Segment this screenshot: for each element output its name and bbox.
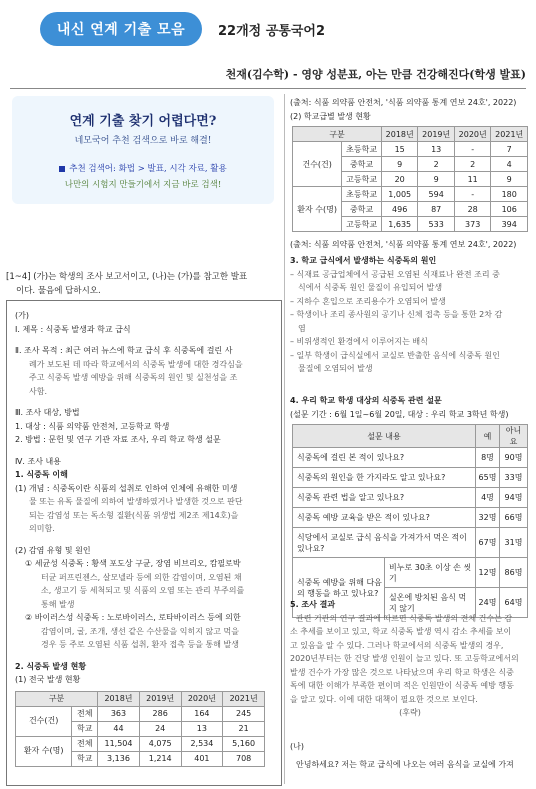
table-cell: 87 [418,202,455,217]
concept-line: 의미함. [29,524,55,533]
concept-line: (1) 개념 : 식중독이란 식품의 섭취로 인하여 인체에 유해한 미생 [15,483,238,493]
table-cell: 13 [181,721,223,736]
group-cell: 환자 수(명) [293,187,342,232]
table-cell: 7 [491,142,528,157]
question-line2: 이다. 물음에 답하시오. [16,286,101,296]
table-cell: 학교 [72,721,98,736]
table-cell: 401 [181,751,223,766]
cause-line: – 학생이나 조리 종사원의 공기나 신체 접촉 등을 통한 2차 감 [290,310,503,319]
bacteria-line: 소, 생고기 등 세척되고 및 식품의 오염 또는 관리 부주의를 [41,586,245,595]
table-header: 2021년 [491,127,528,142]
table-cell: 고등학교 [342,217,382,232]
table-cell: 363 [98,706,140,721]
table-cell: 164 [181,706,223,721]
table-cell: 708 [223,751,265,766]
column-divider [284,94,285,784]
section-heading: 4. 우리 학교 학생 대상의 식중독 관련 설문 [290,396,442,405]
table-cell: 2,534 [181,736,223,751]
table-cell: 중학교 [342,157,382,172]
table-cell: 64명 [500,588,528,618]
table-header: 2018년 [98,691,140,706]
bacteria-line: 통해 발생 [41,599,75,609]
table-cell: - [454,142,491,157]
question-line1: [1~4] (가)는 학생의 조사 보고서이고, (나)는 (가)를 참고한 발표 [6,272,248,282]
table-row [293,488,528,508]
header-badge: 내신 연계 기출 모음 [40,12,202,46]
promo-line4: 나만의 시험지 만들기에서 지금 바로 검색! [64,180,222,190]
table-row [293,448,528,468]
group-cell: 건수(건) [16,706,72,736]
promo-line3-text: 추천 검색어: 화법 > 발표, 시각 자료, 활용 [69,164,227,174]
subsection-heading: 1. 식중독 이해 [15,470,68,479]
table-cell: 65명 [476,468,500,488]
table-header: 2018년 [381,127,418,142]
square-bullet-icon [59,166,65,172]
table-header: 2021년 [223,691,265,706]
table-row [16,706,265,721]
presentation-first-line: 안녕하세요? 저는 학교 급식에 나오는 여러 음식을 교실에 가져 [296,760,514,769]
table-row [293,142,528,157]
subtitle-rule [10,88,526,89]
section-heading: Ⅳ. 조사 내용 [15,456,61,466]
table-cell: 2 [454,157,491,172]
table-cell: 32명 [476,508,500,528]
table-cell: 15 [381,142,418,157]
table-header: 구분 [16,691,98,706]
table-cell: 비누로 30초 이상 손 씻기 [385,558,476,588]
subsection-heading: (1) 전국 발생 현황 [15,675,81,684]
table-cell: 중학교 [342,202,382,217]
subsection-heading: (2) 감염 유형 및 원인 [15,545,91,555]
causes-section [290,254,530,376]
table-cell: 66명 [500,508,528,528]
subsection-heading: 2. 식중독 발생 현황 [15,661,87,671]
report-box [6,300,282,786]
table-cell: 9 [381,157,418,172]
promo-line2: 네모국어 추천 검색으로 바로 해결! [74,136,212,146]
table-cell: - [454,187,491,202]
label-ga: (가) [15,311,29,320]
cause-line: – 지하수 혼입으로 조리용수가 오염되어 발생 [290,296,446,306]
table-cell: 4,075 [139,736,181,751]
table-cell: 식당에서 교실로 급식 음식을 가져가서 먹은 적이 있나요? [293,528,476,558]
table-row [293,187,528,202]
table-cell: 67명 [476,528,500,558]
header-tag: 22개정 공통국어2 [218,23,326,39]
table-cell: 12명 [476,558,500,588]
virus-line: 경우 등 주로 오염된 식품 섭취, 환자 접촉 등을 통해 발생 [41,640,239,649]
survey-period: (설문 기간 : 6월 1일~6월 20일, 대상 : 우리 학교 3학년 학생) [290,409,509,419]
table-cell: 28 [454,202,491,217]
table-cell: 전체 [72,736,98,751]
table-header: 2019년 [139,691,181,706]
table-header-row [293,425,528,448]
table-cell: 1,635 [381,217,418,232]
concept-line: 물 또는 유독 물질에 의하여 발생하였거나 발생한 것으로 판단 [29,497,243,506]
table-cell: 94명 [500,488,528,508]
section-heading: Ⅲ. 조사 대상, 방법 [15,408,80,417]
result-line: 고 있음을 알 수 있다. 그러나 학교에서의 식중독 발생의 경우, [290,640,504,650]
table-row [293,508,528,528]
survey-section-heading [290,394,530,421]
bacteria-line: ① 세균성 식중독 : 황색 포도상 구균, 장염 비브리오, 캄필로박 [25,559,241,568]
table-cell: 394 [491,217,528,232]
page-subtitle: 천재(김수학) - 영양 성분표, 아는 만큼 건강해진다(학생 발표) [225,68,526,81]
result-line: 을 알고 있다. 이에 대한 대책이 필요한 것으로 보인다. [290,694,478,704]
table-cell: 학교 [72,751,98,766]
table-cell: 31명 [500,528,528,558]
table-cell: 4명 [476,488,500,508]
table-cell: 고등학교 [342,172,382,187]
table-row [16,736,265,751]
table-header-row [293,127,528,142]
table-cell: 13 [418,142,455,157]
label-na: (나) [290,742,304,751]
table-cell: 180 [491,187,528,202]
results-section [290,598,530,720]
table-cell: 3,136 [98,751,140,766]
table-cell: 20 [381,172,418,187]
table-cell: 식중독 관련 법을 알고 있나요? [293,488,476,508]
table-cell: 식중독의 원인을 한 가지라도 알고 있나요? [293,468,476,488]
table-cell: 실온에 방치된 음식 먹지 않기 [385,588,476,618]
table-cell: 106 [491,202,528,217]
section-heading: 5. 조사 결과 [290,600,336,609]
concept-line: 되는 감염성 또는 독소형 질환(식품 위생법 제2조 제14호)을 [29,510,239,520]
table-cell: 21 [223,721,265,736]
method-line: 2. 방법 : 문헌 및 연구 기관 자료 조사, 우리 학교 학생 설문 [15,435,221,444]
section-heading: (2) 학교급별 발생 현황 [290,112,371,121]
school-level-table [292,126,528,232]
table-cell: 9 [491,172,528,187]
table-cell: 373 [454,217,491,232]
group-cell: 건수(건) [293,142,342,187]
result-line: 발생 건수가 가장 많은 것으로 나타났으며 우리 학교 학생은 식중 [290,667,514,677]
cause-line: – 비위생적인 환경에서 이루어지는 배식 [290,337,428,346]
purpose-line: Ⅱ. 조사 목적 : 최근 여러 뉴스에 학교 급식 후 식중독에 걸린 사 [15,346,233,355]
table-cell: 33명 [500,468,528,488]
table-cell: 식중독 예방을 위해 다음의 행동을 하고 있나요? [293,558,385,618]
table-cell: 11,504 [98,736,140,751]
bacteria-line: 터균 퍼프린젠스, 살모넬라 등에 의한 감염이며, 오염된 채 [41,572,242,582]
result-line: 독에 대한 이해가 부족한 편이며 적은 인원만이 식중독 예방 행동 [290,681,514,690]
table-cell: 11 [454,172,491,187]
promo-box [12,96,274,204]
table-cell: 533 [418,217,455,232]
table-cell: 1,005 [381,187,418,202]
table-cell: 초등학교 [342,187,382,202]
table-cell: 2 [418,157,455,172]
virus-line: 감염이며, 굴, 조개, 생선 같은 수산물을 익히지 않고 먹을 [41,626,239,636]
purpose-line: 례가 보도된 데 따라 학교에서의 식중독 발생에 대한 경각심을 [29,359,243,369]
virus-line: ② 바이러스성 식중독 : 노로바이러스, 로타바이러스 등에 의한 [25,613,241,622]
table-header: 설문 내용 [293,425,476,448]
table-row [293,528,528,558]
table-header: 2020년 [454,127,491,142]
table-header: 2020년 [181,691,223,706]
table-cell: 4 [491,157,528,172]
survey-table [292,424,528,618]
table-cell: 1,214 [139,751,181,766]
cause-line: 염 [298,323,306,333]
table-cell: 24명 [476,588,500,618]
result-line: 소 추세를 보이고 있고, 학교 식중독 발생 역시 감소 추세를 보이 [290,627,512,636]
cause-line: – 일부 학생이 급식실에서 교실로 반출한 음식에 식중독 원인 [290,350,500,360]
source-note: (출처: 식품 의약품 안전처, '식품 의약품 통계 연보 24호', 2022) [290,98,517,107]
table-header: 2019년 [418,127,455,142]
purpose-line: 사함. [29,386,47,396]
table-cell: 8명 [476,448,500,468]
question-prompt [6,270,280,298]
cause-line: 식에서 식중독 원인 물질이 유입되어 발생 [298,283,443,292]
table-header: 아니요 [500,425,528,448]
section-heading: 3. 학교 급식에서 발생하는 식중독의 원인 [290,256,437,265]
target-line: 1. 대상 : 식품 의약품 안전처, 고등학교 학생 [15,421,170,431]
result-line: 관련 기관의 연구 결과에 따르면 식중독 발생의 전체 건수는 감 [296,613,513,623]
table-cell: 594 [418,187,455,202]
table-cell: 5,160 [223,736,265,751]
table-cell: 245 [223,706,265,721]
table-cell: 식중독에 걸린 본 적이 있나요? [293,448,476,468]
table-cell: 90명 [500,448,528,468]
table-header: 예 [476,425,500,448]
purpose-line: 주고 식중독 발생 예방을 위해 식중독의 원인 및 실천성을 조 [29,373,238,382]
table-row [293,468,528,488]
cause-line: – 식재료 공급업체에서 공급된 오염된 식재료나 완전 조리 중 [290,269,500,279]
omission-mark: (후략) [399,708,421,717]
national-stats-table [15,691,265,767]
result-line: 2020년부터는 한 건당 발생 인원이 늘고 있다. 또 고등학교에서의 [290,654,519,663]
report-title: Ⅰ. 제목 : 식중독 발생과 학교 급식 [15,324,131,334]
table-cell: 전체 [72,706,98,721]
table-header: 구분 [293,127,382,142]
table-cell: 9 [418,172,455,187]
group-cell: 환자 수(명) [16,736,72,766]
table-cell: 496 [381,202,418,217]
table-cell: 44 [98,721,140,736]
promo-title: 연계 기출 찾기 어렵다면? [69,114,217,129]
table-cell: 초등학교 [342,142,382,157]
cause-line: 물질에 오염되어 발생 [298,364,373,373]
table-cell: 286 [139,706,181,721]
table-cell: 식중독 예방 교육을 받은 적이 있나요? [293,508,476,528]
table-cell: 24 [139,721,181,736]
promo-line3 [12,162,274,174]
source-note: (출처: 식품 의약품 안전처, '식품 의약품 통계 연보 24호', 2022) [290,240,517,249]
table-row [293,558,528,588]
table-header-row [16,691,265,706]
table-cell: 86명 [500,558,528,588]
